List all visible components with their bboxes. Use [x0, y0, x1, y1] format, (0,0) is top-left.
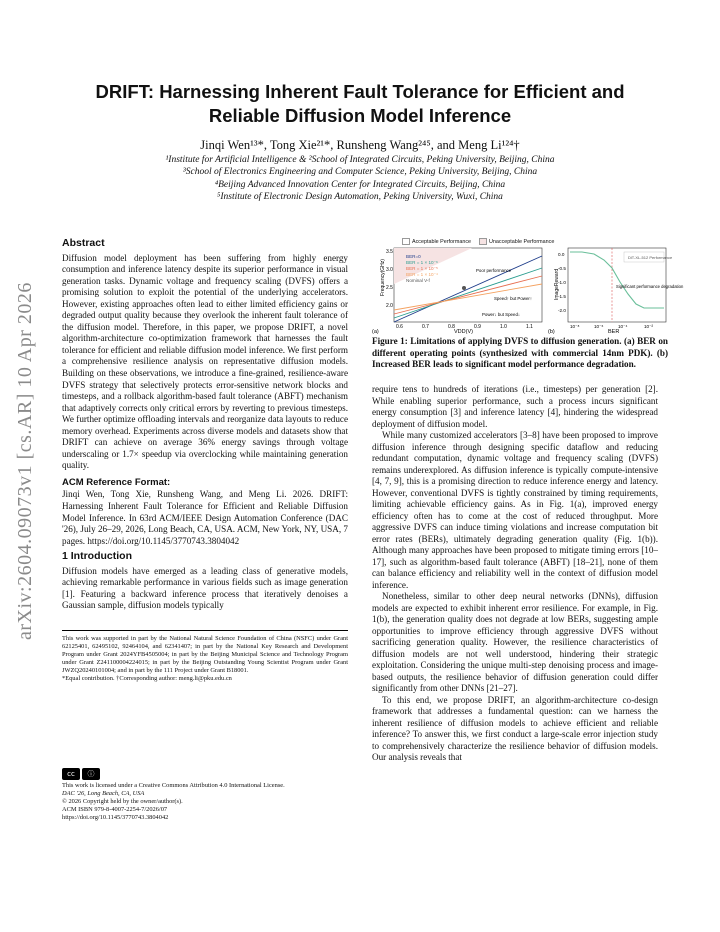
abstract-heading: Abstract [62, 237, 105, 249]
a-xtick: 0.6 [396, 324, 403, 330]
series-label: Nominal V-f [406, 278, 430, 283]
paragraph: To this end, we propose DRIFT, an algorithm-architecture co-design framework that addresses a fundamental question: can we harness the inherent resilience of diffusion models to achieve efficient and reliable inference? To answer this, we first conduct a large-scale error injection study to comprehensively characterize the resilience behavior of diffusion models. Our analysis reveals that [372, 694, 658, 762]
title-line-1: DRIFT: Harnessing Inherent Fault Tolerance for Efficient and [95, 81, 625, 102]
label-b: (b) [548, 329, 555, 335]
b-ytick: 0.0 [558, 252, 565, 257]
acm-ref-text: Jinqi Wen, Tong Xie, Runsheng Wang, and Meng Li. 2026. DRIFT: Harnessing Inherent Fault Tolerance for Efficient and Reliable Diffusion Model Inference. In 63rd ACM/IEEE Design Automation Conference (DAC '26), July 26–29, 2026, Long Beach, CA, USA. ACM, New York, NY, USA, 7 pages. https://doi.org/10.1145/3770743.3804042 [62, 489, 348, 546]
b-annotation: Significant performance degradation [616, 284, 684, 289]
b-ytick: -1.5 [558, 294, 566, 299]
affiliation: ³School of Electronics Engineering and Computer Science, Peking University, Beijing, China [182, 167, 538, 178]
right-column [372, 384, 658, 764]
figure-1-plots [372, 238, 684, 335]
legend-acceptable: Acceptable Performance [412, 238, 472, 245]
series-label: BER = 1 × 10⁻⁴ [406, 272, 438, 277]
left-column [62, 238, 348, 612]
annotation: Power↓ but Speed↓ [482, 312, 521, 317]
a-xtick: 1.1 [526, 324, 533, 330]
footnote-text: *Equal contribution. †Corresponding author: meng.li@pku.edu.cn [62, 675, 232, 683]
b-xtick: 10⁻² [644, 324, 654, 329]
series-label: BER=0 [406, 254, 421, 259]
b-ytick: -2.0 [558, 308, 566, 313]
a-ytick: 2.0 [386, 303, 393, 309]
cc-by-logo[interactable] [62, 768, 348, 780]
a-xtick: 0.7 [422, 324, 429, 330]
b-xtick: 10⁻⁶ [594, 324, 604, 329]
a-ylabel: Frequency(GHz) [380, 259, 386, 296]
series-label: BER = 1 × 10⁻⁵ [406, 266, 438, 271]
license-block [62, 768, 348, 822]
plot-b [548, 248, 684, 335]
by-icon: ⓘ [82, 768, 100, 780]
annotation: Speed↑ but Power↑ [494, 296, 533, 301]
footnote-text: This work was supported in part by the National Natural Science Foundation of China (NSFC) under Grant 62125401, 62495102, 92464104, and 62341407; in part by the National Key Research and Development Program under Grant 2024YFB4505004; in part by the Beijing Municipal Science and Technology Program under Grant Z241100004224015; in part by the Beijing Outstanding Young Scientist Program under Grant JWZQ20240101004; and in part by the 111 Project under Grant B18001. [62, 635, 348, 675]
figure-caption: Figure 1: Limitations of applying DVFS to diffusion generation. (a) BER on different operating points (synthesized with commercial 14nm PDK). (b) Increased BER leads to significant model performance degradation. [372, 336, 668, 369]
series-label: BER = 1 × 10⁻⁶ [406, 260, 438, 265]
abstract-text: Diffusion model deployment has been suffering from highly energy consumption and inference latency despite its superior performance in visual generation tasks. Dynamic voltage and frequency scaling (DVFS) offers a promising solution to exploit the potential of the underlying accelerators. However, existing approaches often lead to either limited efficiency gains or degraded output quality because they overlook the inherent fault tolerance of the diffusion model. Therefore, in this paper, we propose DRIFT, a novel algorithm-architecture co-optimization framework that harnesses the fault tolerance for efficient and reliable diffusion model inference. We first perform a comprehensive resilience analysis on representative diffusion models. Building on these observations, we introduce a fine-grained, resilience-aware DVFS strategy that selectively protects error-sensitive network blocks and timesteps, and a rollback algorithm-based fault tolerance (ABFT) mechanism that adaptively corrects only critical errors by reverting to previous timesteps. We further optimize offloading intervals and reorganize data layouts to reduce memory overhead. Experiments across diverse models and datasets show that DRIFT can achieve on average 36% energy savings through voltage underscaling or 1.7× speedup via overclocking while maintaining generation quality. [62, 252, 348, 471]
label-a: (a) [372, 329, 379, 335]
a-xtick: 1.0 [500, 324, 507, 330]
affiliation: ⁴Beijing Advanced Innovation Center for Integrated Circuits, Beijing, China [214, 179, 506, 190]
cc-icon: cc [62, 768, 80, 780]
b-ytick: -1.0 [558, 280, 566, 285]
paragraph: While many customized accelerators [3–8] have been proposed to improve diffusion inference through designing specific dataflow and reducing redundant computation, dynamic voltage and frequency scaling (DVFS) remains underexplored. As diffusion inference is typically compute-intensive [4, 7, 9], this is a promising direction to reduce inference energy and latency. However, conventional DVFS is tightly constrained by timing requirements, limiting achievable efficiency gains. As in Fig. 1(a), improved energy efficiency often has to come at the cost of reduced throughput. More aggressive DVFS can induce timing violations and increase computation bit error rates (BERs), ultimately degrading generation quality (Fig. 1(b)). Although many approaches have been proposed to mitigate timing errors [10–17], such as algorithm-based fault tolerance (ABFT) [18–21], none of them can balance efficiency and reliability well in the context of diffusion model inference. [372, 430, 658, 590]
a-xtick: 0.9 [474, 324, 481, 330]
affiliation: ⁵Institute of Electronic Design Automation, Peking University, Wuxi, China [217, 192, 503, 203]
acm-ref-heading: ACM Reference Format: [62, 476, 171, 488]
b-xtick: 10⁻⁸ [570, 324, 580, 329]
a-xtick: 0.8 [448, 324, 455, 330]
affiliations [60, 154, 660, 204]
paragraph: require tens to hundreds of iterations (i.e., timesteps) per generation [2]. While enabling superior performance, such a process incurs significant energy consumption [3] and inference latency [4], hindering the widespread deployment of diffusion model. [372, 384, 658, 429]
author-list: Jinqi Wen¹³*, Tong Xie²¹*, Runsheng Wang²⁴⁵, and Meng Li¹²⁴† [200, 138, 520, 152]
a-ytick: 2.5 [386, 285, 393, 291]
annotation: Poor performance [476, 268, 512, 273]
b-ytick: -0.5 [558, 266, 566, 271]
funding-footnote [62, 630, 348, 684]
legend-unacceptable: Unacceptable Performance [489, 238, 555, 245]
b-ylabel: ImageReward [554, 268, 560, 300]
figure-1 [372, 238, 684, 371]
nominal-vf-point [462, 286, 466, 290]
intro-text: Diffusion models have emerged as a leading class of generative models, achieving remarkable performance in various fields such as image generation [1]. Featuring a backward inference process that iteratively denoises a Gaussian sample, diffusion models typically [62, 565, 348, 611]
plot-a [372, 248, 542, 335]
b-xtick: 10⁻⁴ [618, 324, 628, 329]
paper-title [60, 80, 660, 128]
a-ytick: 3.0 [386, 267, 393, 273]
paragraph: Nonetheless, similar to other deep neural networks (DNNs), diffusion models are expected to exhibit inherent error resilience. For example, in Fig. 1(b), the generation quality does not degrade at low BERs, suggesting ample opportunities to improve efficiency through aggressive DVFS without sacrificing generation quality. However, the resilience characteristics of diffusion models are not well understood, hindering their strategic exploitation. Considering the unique multi-step denoising process and image-based outputs, the resilience behavior of diffusion generation could differ significantly from other DNNs [21–27]. [372, 591, 658, 693]
figure-1-svg [372, 238, 684, 335]
arxiv-sidebar-id[interactable]: arXiv:2604.09073v1 [cs.AR] 10 Apr 2026 [14, 282, 36, 640]
license-line: © 2026 Copyright held by the owner/author(s). [62, 798, 183, 806]
intro-heading: 1 Introduction [62, 550, 132, 563]
license-line: This work is licensed under a Creative Commons Attribution 4.0 International License. [62, 782, 285, 789]
b-xlabel: BER [608, 329, 620, 335]
b-legend: DiT-XL-512 Performance [628, 255, 673, 260]
title-line-2: Reliable Diffusion Model Inference [208, 105, 512, 126]
license-line: DAC '26, Long Beach, CA, USA [62, 790, 145, 798]
a-ytick: 3.5 [386, 249, 393, 255]
license-line: ACM ISBN 979-8-4007-2254-7/2026/07 [62, 806, 168, 814]
license-line[interactable]: https://doi.org/10.1145/3770743.3804042 [62, 814, 169, 822]
a-xlabel: VDD(V) [454, 329, 473, 335]
affiliation: ¹Institute for Artificial Intelligence & ²School of Integrated Circuits, Peking University, Beijing, China [165, 155, 555, 165]
